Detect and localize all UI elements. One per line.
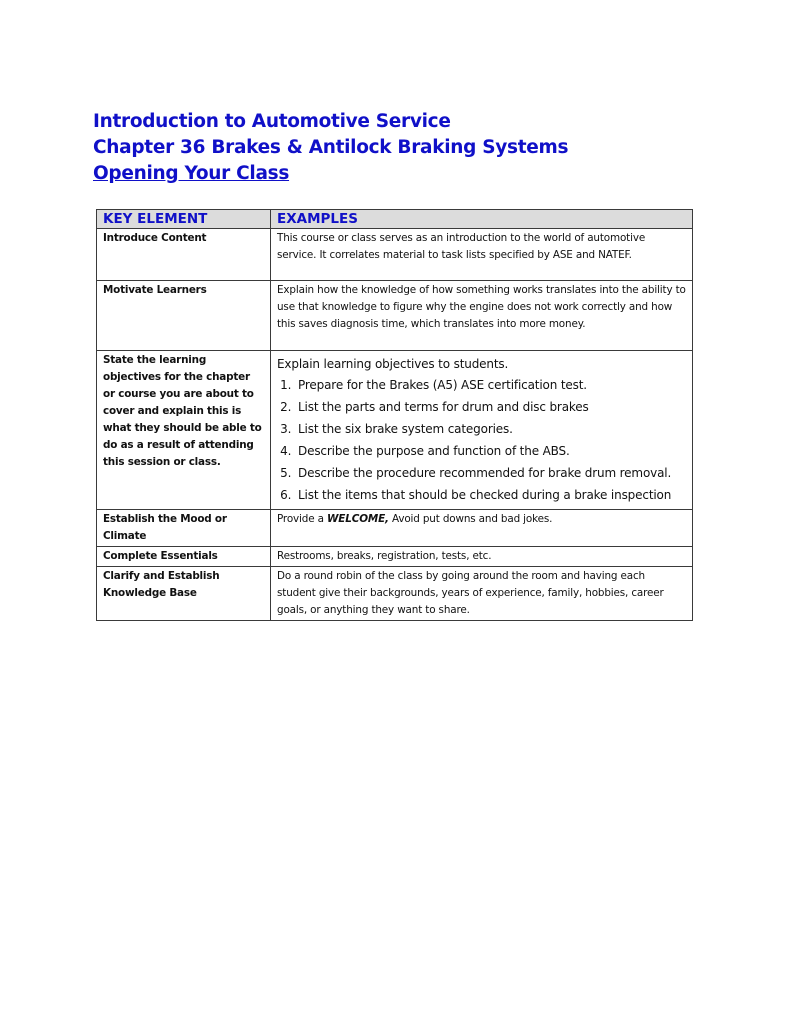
table-header-row: [97, 210, 693, 229]
column-header-key-element: KEY ELEMENT: [97, 210, 271, 229]
table-row: [97, 567, 693, 621]
example-cell: This course or class serves as an introduction to the world of automotive service. It correlates material to task lists specified by ASE and NATEF.: [271, 229, 693, 281]
objective-item: 4. Describe the purpose and function of the ABS.: [295, 442, 686, 461]
objective-item: 1. Prepare for the Brakes (A5) ASE certification test.: [295, 376, 686, 395]
key-element-cell: Establish the Mood or Climate: [97, 510, 271, 547]
table-row: [97, 281, 693, 351]
course-title: Introduction to Automotive Service: [93, 111, 451, 132]
table-row: [97, 510, 693, 547]
example-cell: Explain how the knowledge of how something works translates into the ability to use that knowledge to figure why the engine does not work correctly and how this saves diagnosis time, which translates into more money.: [271, 281, 693, 351]
objective-item: 3. List the six brake system categories.: [295, 420, 686, 439]
key-element-cell: State the learning objectives for the chapter or course you are about to cover and explain this is what they should be able to do as a result of attending this session or class.: [97, 351, 271, 510]
chapter-title: Chapter 36 Brakes & Antilock Braking Systems: [93, 137, 569, 158]
objectives-intro: Explain learning objectives to students.: [277, 357, 509, 371]
table-row: [97, 547, 693, 567]
key-element-cell: Complete Essentials: [97, 547, 271, 567]
key-element-cell: Introduce Content: [97, 229, 271, 281]
objectives-list: [277, 376, 686, 505]
table-row: [97, 351, 693, 510]
example-cell: [271, 510, 693, 547]
column-header-examples: EXAMPLES: [271, 210, 693, 229]
key-element-cell: Clarify and Establish Knowledge Base: [97, 567, 271, 621]
example-cell: Do a round robin of the class by going around the room and having each student give their backgrounds, years of experience, family, hobbies, career goals, or anything they want to share.: [271, 567, 693, 621]
example-cell: Restrooms, breaks, registration, tests, etc.: [271, 547, 693, 567]
example-text: Provide a: [277, 513, 327, 525]
table-row: [97, 229, 693, 281]
objective-item: 2. List the parts and terms for drum and disc brakes: [295, 398, 686, 417]
opening-class-table: [96, 209, 693, 621]
example-text: Avoid put downs and bad jokes.: [388, 513, 553, 525]
example-cell: [271, 351, 693, 510]
objective-item: 5. Describe the procedure recommended for brake drum removal.: [295, 464, 686, 483]
document-header: [93, 109, 568, 187]
section-title-link[interactable]: Opening Your Class: [93, 163, 290, 184]
objective-item: 6. List the items that should be checked during a brake inspection: [295, 486, 686, 505]
welcome-emphasis: WELCOME,: [326, 513, 389, 525]
key-element-cell: Motivate Learners: [97, 281, 271, 351]
